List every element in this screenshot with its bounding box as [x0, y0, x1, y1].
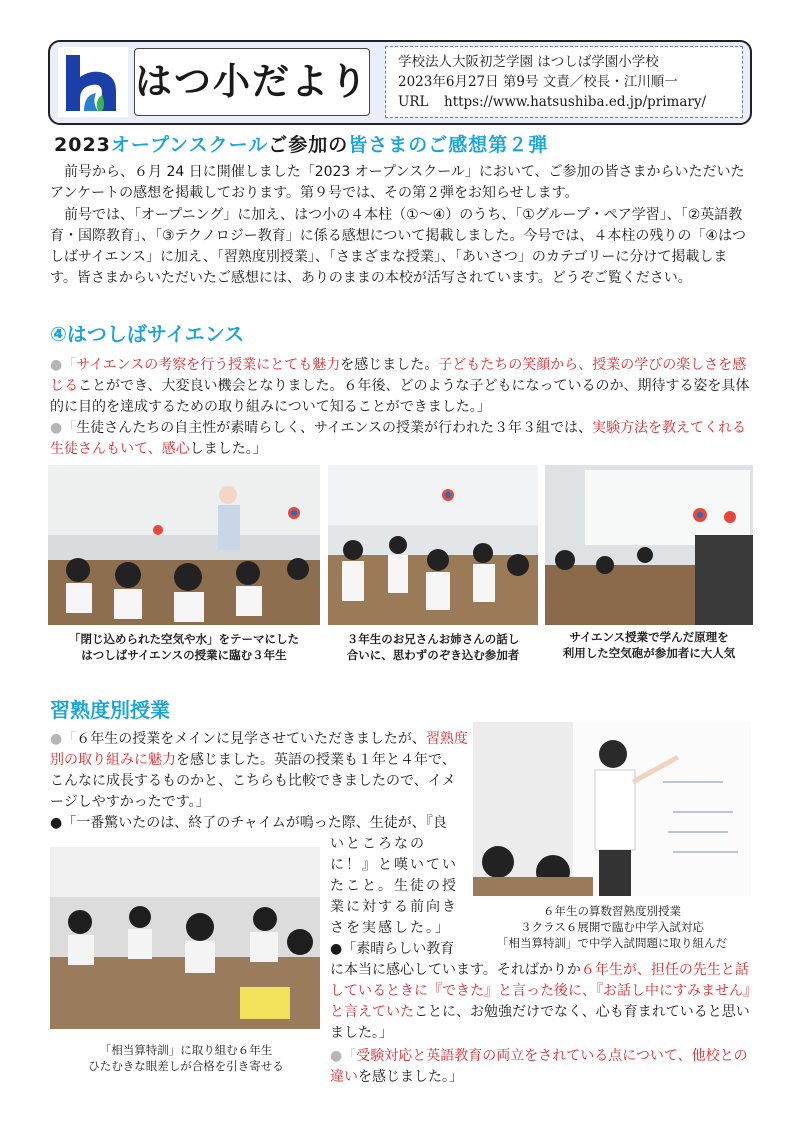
- photo-caption-students: [50, 1042, 322, 1074]
- headline-topic: 皆さまのご感想第２弾: [348, 134, 549, 156]
- bullet: ●「: [50, 731, 77, 747]
- intro-paragraph-1: 前号から、６月 24 日に開催しました「2023 オープンスクール」において、ご参加の皆さまからいただいたアンケートの感想を掲載しております。第９号では、その第２弾をお知らせします。: [50, 164, 745, 201]
- issue-line: 2023年6月27日 第9号 文責／校長・江川順一: [398, 74, 678, 90]
- section-heading-proficiency: 習熟度別授業: [50, 698, 170, 722]
- caption-line: はつしばサイエンスの授業に臨む３年生: [81, 648, 287, 662]
- school-logo: [58, 47, 128, 117]
- classroom-photo-icon: [50, 847, 320, 1029]
- photo-students-working: [50, 847, 320, 1029]
- proficiency-comment-4: [330, 1046, 754, 1088]
- proficiency-comment-1: [50, 729, 468, 813]
- classroom-photo-icon: [473, 722, 751, 896]
- comment-text: 業に対する前向き: [330, 899, 458, 915]
- comment-text: に！』と嘆いてい: [330, 857, 458, 873]
- caption-line: ６年生の算数習熟度別授業: [543, 904, 681, 918]
- bullet: ●「: [50, 420, 77, 436]
- photo-math-class: [473, 722, 751, 896]
- comment-text: を感じました。: [340, 357, 439, 373]
- bullet: ●「: [50, 357, 77, 373]
- classroom-photo-icon: [545, 465, 753, 625]
- photo-caption-3: [545, 629, 753, 661]
- highlight-text: 実験方法を教えてくれる生徒さんもいて、感心: [50, 420, 746, 457]
- caption-line: 合いに、思わずのぞき込む参加者: [346, 648, 520, 662]
- newsletter-title: はつ小だより: [134, 48, 370, 116]
- comment-text: たこと。生徒の授: [330, 878, 458, 894]
- caption-line: ３クラス６展開で臨む中学入試対応: [520, 920, 704, 934]
- url-line: [398, 92, 742, 112]
- proficiency-comment-3: [330, 960, 754, 1044]
- science-comment-2: [50, 418, 754, 460]
- highlight-text: 受験対応と英語教育の両立をされている点について、他校との違い: [330, 1048, 748, 1085]
- highlight-text: サイエンスの考察を行う授業にとても魅力: [76, 357, 341, 373]
- url-label: URL: [398, 94, 429, 110]
- caption-line: サイエンス授業で学んだ原理を: [569, 630, 729, 644]
- proficiency-comment-2-column: [330, 834, 470, 939]
- issue-info: [385, 46, 743, 118]
- comment-text: ことができ、大変良い機会となりました。６年後、どのような子どもになっているのか、期待する姿を具体的に目的を達成するための取り組みについて知ることができました。」: [50, 378, 750, 415]
- comment-text: を感じました。英語の授業も１年と４年で、こんなに成長するものかと、こちらも比較できましたので、イメージしやすかったです。」: [50, 752, 456, 810]
- photo-caption-2: [328, 631, 538, 663]
- caption-line: 利用した空気砲が参加者に大人気: [562, 646, 736, 660]
- caption-line: ひたむきな眼差しが合格を引き寄せる: [88, 1059, 284, 1073]
- proficiency-comment-2-line: ●「一番驚いたのは、終了のチャイムが鳴った際、生徒が、『良: [50, 815, 447, 831]
- proficiency-comment-3-start: ●「素晴らしい教育: [330, 941, 455, 957]
- photo-discussion: [328, 465, 538, 625]
- headline-mid: ご参加の: [268, 134, 349, 156]
- highlight-text: 子どもたちの笑顔から、授業の学びの楽しさを感じる: [50, 357, 747, 394]
- science-comment-1: [50, 355, 754, 418]
- caption-line: 「閉じ込められた空気や水」をテーマにした: [69, 632, 299, 646]
- caption-line: 「相当算特訓」に取り組む６年生: [99, 1043, 273, 1057]
- photo-caption-1: [48, 631, 320, 663]
- comment-text: さを実感した。」: [330, 920, 451, 936]
- section-heading-science: ④はつしばサイエンス: [50, 322, 245, 346]
- headline-event: オープンスクール: [110, 134, 269, 156]
- headline: [54, 130, 548, 157]
- comment-text: いところなの: [330, 836, 426, 852]
- caption-line: ３年生のお兄さんお姉さんの話し: [346, 632, 520, 646]
- school-name: 学校法人大阪初芝学園 はつしば学園小学校: [398, 54, 659, 70]
- website-link[interactable]: https://www.hatsushiba.ed.jp/primary/: [444, 94, 707, 110]
- classroom-photo-icon: [328, 465, 538, 625]
- comment-text: しました。」: [189, 441, 267, 457]
- highlight-text: ６年生が、担任の先生と話しているときに『できた』と言った後に、『お話し中にすみません』と言えていた: [330, 962, 750, 1020]
- intro-paragraph-2: 前号では、「オープニング」に加え、はつ小の４本柱（①～④）のうち、「①グループ・ペア学習」、「②英語教育・国際教育」、「③テクノロジー教育」に係る感想について掲載しました。今号では、４本柱の残りの「④はつしばサイエンス」に加え、「習熟度別授業」、「さまざまな授業」、「あいさつ」のカテゴリーに分けて掲載します。皆さまからいただいたご感想には、ありのままの本校が活写されています。どうぞご覧ください。: [50, 207, 746, 286]
- highlight-text: 習熟度別の取り組みに魅力: [50, 731, 468, 768]
- comment-text: ６年生の授業をメインに見学させていただきましたが、: [76, 731, 426, 747]
- photo-science-class: [48, 465, 320, 625]
- school-logo-icon: [58, 47, 128, 117]
- comment-text: に本当に感心しています。そればかりか: [330, 962, 581, 978]
- comment-text: 生徒さんたちの自主性が素晴らしく、サイエンスの授業が行われた３年３組では、: [76, 420, 592, 436]
- comment-text: ことに、お勉強だけでなく、心も育まれていると思いました。」: [330, 1004, 750, 1041]
- photo-air-cannon: [545, 465, 753, 625]
- headline-year: 2023: [54, 134, 111, 156]
- classroom-photo-icon: [48, 465, 320, 625]
- caption-line: 「相当算特訓」で中学入試問題に取り組んだ: [497, 936, 727, 950]
- bullet: ●「: [330, 1048, 357, 1064]
- photo-caption-math: [473, 903, 751, 951]
- comment-text: を感じました。」: [358, 1069, 463, 1085]
